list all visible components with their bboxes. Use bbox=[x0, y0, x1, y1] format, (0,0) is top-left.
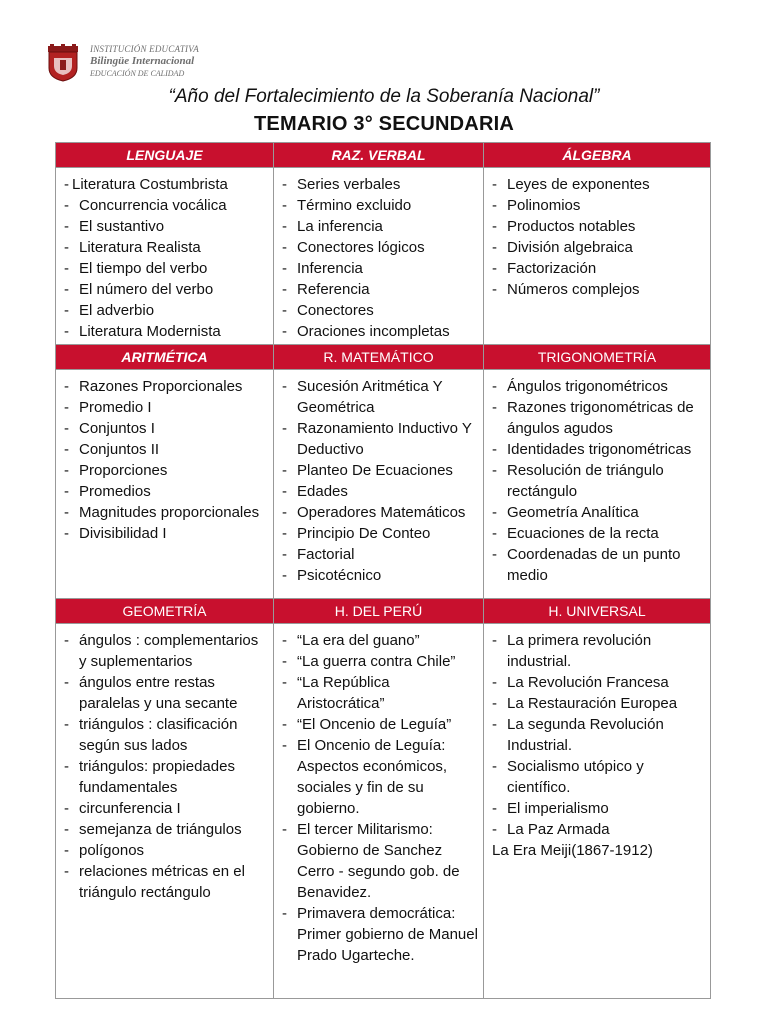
topic-item: - Proporciones bbox=[64, 460, 269, 481]
topics-cell-lenguaje bbox=[56, 168, 274, 345]
topic-item: - Edades bbox=[282, 481, 479, 502]
subject-header-h-peru: H. DEL PERÚ bbox=[274, 599, 484, 624]
topic-item: - Ángulos trigonométricos bbox=[492, 376, 706, 397]
topics-cell-algebra bbox=[484, 168, 711, 345]
document-header bbox=[0, 0, 768, 140]
topic-item: - Literatura Realista bbox=[64, 237, 269, 258]
topic-item: - La Revolución Francesa bbox=[492, 672, 706, 693]
topic-item: - Ecuaciones de la recta bbox=[492, 523, 706, 544]
topic-list bbox=[56, 624, 273, 905]
subject-header-aritmetica: ARITMÉTICA bbox=[56, 345, 274, 370]
topic-item: - Conectores bbox=[282, 300, 479, 321]
topic-item: - Divisibilidad I bbox=[64, 523, 269, 544]
topic-item: - Identidades trigonométricas bbox=[492, 439, 706, 460]
topic-item: - Socialismo utópico y científico. bbox=[492, 756, 706, 798]
logo-line-1: INSTITUCIÓN EDUCATIVA bbox=[90, 44, 199, 54]
topic-item: - polígonos bbox=[64, 840, 269, 861]
subject-header-geometria: GEOMETRÍA bbox=[56, 599, 274, 624]
topic-item: - “El Oncenio de Leguía” bbox=[282, 714, 479, 735]
topic-item: - El adverbio bbox=[64, 300, 269, 321]
topic-item: - semejanza de triángulos bbox=[64, 819, 269, 840]
syllabus-table bbox=[55, 142, 711, 999]
topic-item: - Resolución de triángulo rectángulo bbox=[492, 460, 706, 502]
topic-item: - Operadores Matemáticos bbox=[282, 502, 479, 523]
topic-item: - La primera revolución industrial. bbox=[492, 630, 706, 672]
topic-item: - El Oncenio de Leguía: Aspectos económicos, sociales y fin de su gobierno. bbox=[282, 735, 479, 819]
topic-item: - El sustantivo bbox=[64, 216, 269, 237]
subject-header-lenguaje: LENGUAJE bbox=[56, 143, 274, 168]
topic-item: - El tercer Militarismo: Gobierno de Sanchez Cerro - segundo gob. de Benavidez. bbox=[282, 819, 479, 903]
topic-item: - “La República Aristocrática” bbox=[282, 672, 479, 714]
topic-item: - La segunda Revolución Industrial. bbox=[492, 714, 706, 756]
topic-item: - Conjuntos II bbox=[64, 439, 269, 460]
topics-row bbox=[56, 168, 711, 345]
topic-item: - División algebraica bbox=[492, 237, 706, 258]
topic-list bbox=[484, 168, 710, 302]
topic-list bbox=[56, 370, 273, 546]
header-row bbox=[56, 599, 711, 624]
topic-item: - Razones trigonométricas de ángulos agudos bbox=[492, 397, 706, 439]
topics-cell-aritmetica bbox=[56, 370, 274, 599]
topic-item: - Psicotécnico bbox=[282, 565, 479, 586]
topic-item: - Razonamiento Inductivo Y Deductivo bbox=[282, 418, 479, 460]
topics-cell-raz-verbal bbox=[274, 168, 484, 345]
topic-item: - Factorial bbox=[282, 544, 479, 565]
topic-item: - Series verbales bbox=[282, 174, 479, 195]
topic-item: - Concurrencia vocálica bbox=[64, 195, 269, 216]
topic-item: - relaciones métricas en el triángulo rectángulo bbox=[64, 861, 269, 903]
topic-item: - Geometría Analítica bbox=[492, 502, 706, 523]
topic-item: - La Paz Armada bbox=[492, 819, 706, 840]
topic-item: - Coordenadas de un punto medio bbox=[492, 544, 706, 586]
topic-item: - Promedios bbox=[64, 481, 269, 502]
subject-header-algebra: ÁLGEBRA bbox=[484, 143, 711, 168]
topic-list bbox=[274, 624, 483, 968]
topic-item: - Literatura Modernista bbox=[64, 321, 269, 342]
topics-cell-geometria bbox=[56, 624, 274, 999]
topic-item: - triángulos : clasificación según sus lados bbox=[64, 714, 269, 756]
topic-item: - Conjuntos I bbox=[64, 418, 269, 439]
topics-cell-r-matematico bbox=[274, 370, 484, 599]
header-row bbox=[56, 345, 711, 370]
topic-item: - Promedio I bbox=[64, 397, 269, 418]
topic-list bbox=[56, 168, 273, 344]
topic-item: - El imperialismo bbox=[492, 798, 706, 819]
topic-item: - Principio De Conteo bbox=[282, 523, 479, 544]
topics-cell-h-peru bbox=[274, 624, 484, 999]
topic-item: - Números complejos bbox=[492, 279, 706, 300]
topic-item: - Planteo De Ecuaciones bbox=[282, 460, 479, 481]
topics-row bbox=[56, 370, 711, 599]
topic-list bbox=[274, 370, 483, 588]
topic-item: - La inferencia bbox=[282, 216, 479, 237]
topic-item: - “La era del guano” bbox=[282, 630, 479, 651]
subject-header-r-matematico: R. MATEMÁTICO bbox=[274, 345, 484, 370]
logo-line-2: Bilingüe Internacional bbox=[90, 55, 195, 67]
document-title: TEMARIO 3° SECUNDARIA bbox=[254, 113, 514, 135]
topic-item: - triángulos: propiedades fundamentales bbox=[64, 756, 269, 798]
topic-item: - Leyes de exponentes bbox=[492, 174, 706, 195]
topic-item: - “La guerra contra Chile” bbox=[282, 651, 479, 672]
topic-item: - Polinomios bbox=[492, 195, 706, 216]
logo-line-3: EDUCACIÓN DE CALIDAD bbox=[90, 69, 185, 78]
school-crest-icon bbox=[46, 44, 80, 82]
topic-item: - El número del verbo bbox=[64, 279, 269, 300]
header-row bbox=[56, 143, 711, 168]
topic-item: - Magnitudes proporcionales bbox=[64, 502, 269, 523]
school-name-logo bbox=[82, 44, 232, 84]
topic-item: - Referencia bbox=[282, 279, 479, 300]
topics-cell-h-universal bbox=[484, 624, 711, 999]
topic-item: - Inferencia bbox=[282, 258, 479, 279]
topic-item: - Primavera democrática: Primer gobierno de Manuel Prado Ugarteche. bbox=[282, 903, 479, 966]
topic-item: - La Restauración Europea bbox=[492, 693, 706, 714]
topic-item: - circunferencia I bbox=[64, 798, 269, 819]
topic-item: - Conectores lógicos bbox=[282, 237, 479, 258]
topics-cell-trigonometria bbox=[484, 370, 711, 599]
topic-item-plain: La Era Meiji(1867-1912) bbox=[492, 842, 653, 859]
topic-item: - Razones Proporcionales bbox=[64, 376, 269, 397]
subject-header-raz-verbal: RAZ. VERBAL bbox=[274, 143, 484, 168]
topic-item: - Sucesión Aritmética Y Geométrica bbox=[282, 376, 479, 418]
topic-list bbox=[274, 168, 483, 344]
topic-item: - ángulos entre restas paralelas y una secante bbox=[64, 672, 269, 714]
topic-item: - Oraciones incompletas bbox=[282, 321, 479, 342]
topic-list bbox=[484, 624, 710, 863]
topics-row bbox=[56, 624, 711, 999]
subject-header-trigonometria: TRIGONOMETRÍA bbox=[484, 345, 711, 370]
topic-item: - Factorización bbox=[492, 258, 706, 279]
topic-item: - ángulos : complementarios y suplementarios bbox=[64, 630, 269, 672]
subject-header-h-universal: H. UNIVERSAL bbox=[484, 599, 711, 624]
topic-item: - El tiempo del verbo bbox=[64, 258, 269, 279]
topic-list bbox=[484, 370, 710, 588]
topic-item: - Productos notables bbox=[492, 216, 706, 237]
topic-item: - Término excluido bbox=[282, 195, 479, 216]
topic-item: - Literatura Costumbrista bbox=[64, 174, 269, 195]
year-title: “Año del Fortalecimiento de la Soberanía Nacional” bbox=[168, 86, 600, 107]
